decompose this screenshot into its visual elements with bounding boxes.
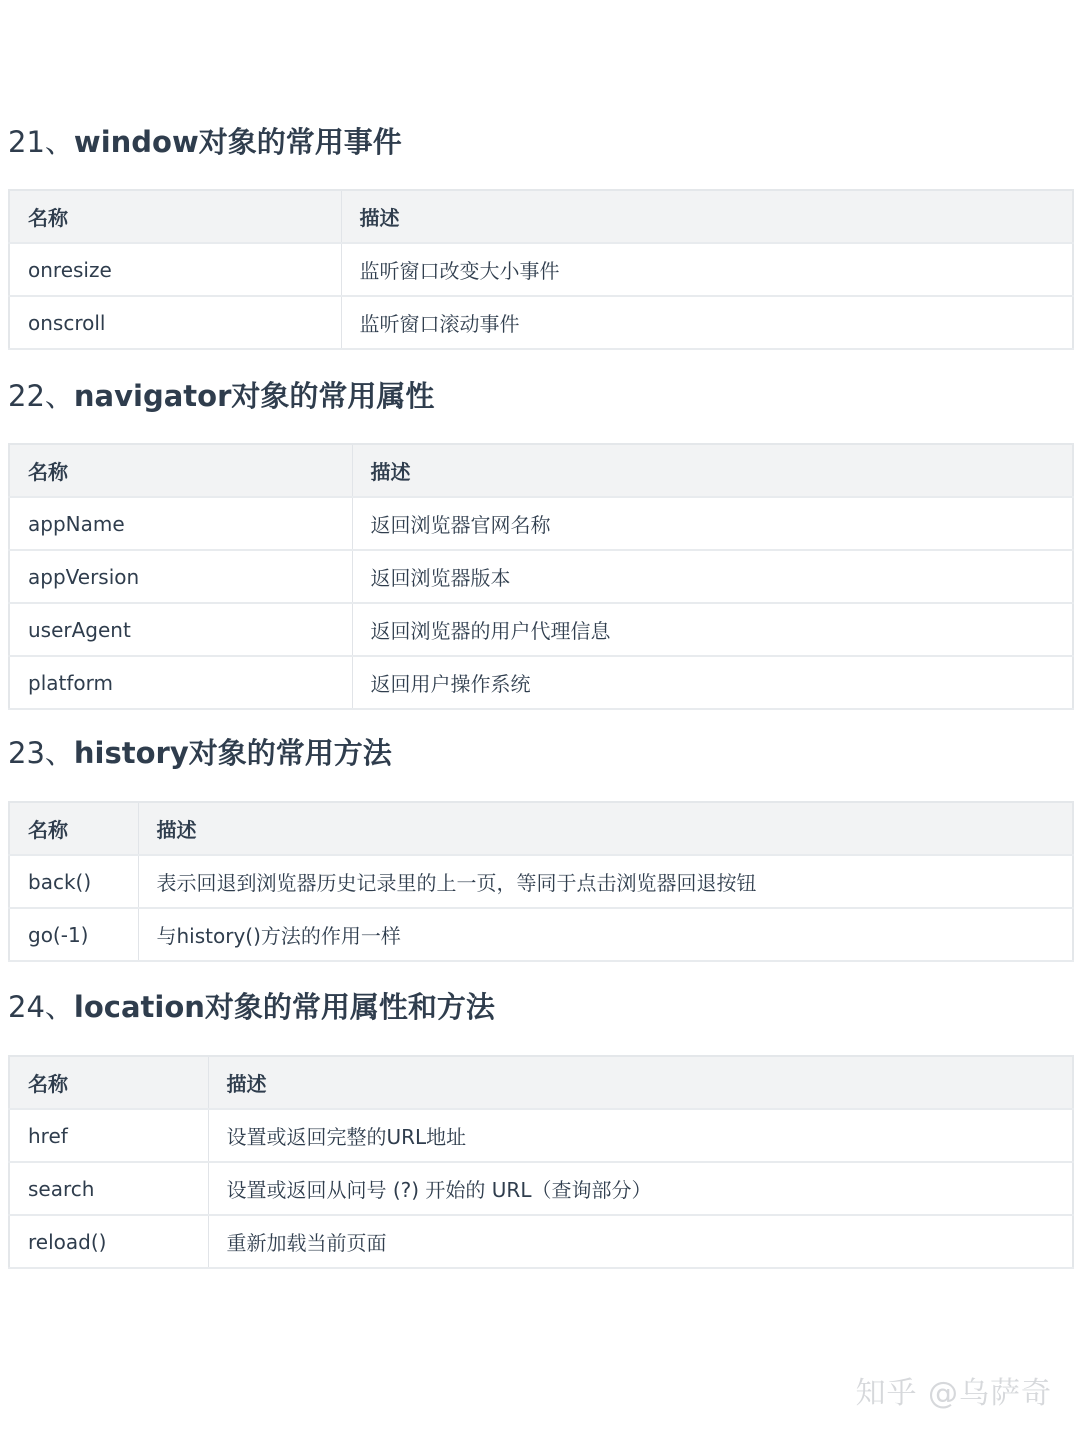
table-header-row [9, 190, 1073, 243]
table-row [9, 908, 1073, 961]
table-header-row [9, 444, 1073, 497]
section-23 [8, 733, 392, 773]
table-row [9, 656, 1073, 709]
section-heading [8, 987, 495, 1027]
section-24 [8, 987, 495, 1027]
header-description: 描述 [341, 190, 1073, 243]
section-22 [8, 376, 434, 416]
table-row [9, 855, 1073, 908]
table-header-row [9, 1056, 1073, 1109]
table-window-events [8, 189, 1074, 350]
cell-description: 监听窗口滚动事件 [341, 296, 1073, 349]
cell-name: userAgent [9, 603, 352, 656]
table-navigator-properties [8, 443, 1074, 710]
table-header-row [9, 802, 1073, 855]
cell-description: 与history()方法的作用一样 [138, 908, 1073, 961]
cell-description: 监听窗口改变大小事件 [341, 243, 1073, 296]
section-heading [8, 376, 434, 416]
section-heading [8, 122, 402, 162]
table-row [9, 603, 1073, 656]
cell-description: 返回浏览器版本 [352, 550, 1073, 603]
header-description: 描述 [138, 802, 1073, 855]
header-name: 名称 [9, 190, 341, 243]
cell-description: 返回浏览器官网名称 [352, 497, 1073, 550]
section-title-text: window对象的常用事件 [73, 125, 402, 159]
cell-name: appName [9, 497, 352, 550]
cell-name: appVersion [9, 550, 352, 603]
cell-description: 设置或返回完整的URL地址 [208, 1109, 1073, 1162]
cell-description: 返回浏览器的用户代理信息 [352, 603, 1073, 656]
header-description: 描述 [208, 1056, 1073, 1109]
table-history-methods [8, 801, 1074, 962]
section-title-text: location对象的常用属性和方法 [73, 990, 495, 1024]
cell-description: 返回用户操作系统 [352, 656, 1073, 709]
cell-description: 表示回退到浏览器历史记录里的上一页，等同于点击浏览器回退按钮 [138, 855, 1073, 908]
table-row [9, 497, 1073, 550]
cell-name: onscroll [9, 296, 341, 349]
section-title-text: history对象的常用方法 [73, 736, 392, 770]
cell-name: href [9, 1109, 208, 1162]
table-row [9, 296, 1073, 349]
section-title-text: navigator对象的常用属性 [73, 379, 435, 413]
section-number: 24、 [8, 990, 74, 1024]
section-number: 21、 [8, 125, 74, 159]
cell-name: search [9, 1162, 208, 1215]
cell-name: go(-1) [9, 908, 138, 961]
header-name: 名称 [9, 802, 138, 855]
section-number: 23、 [8, 736, 74, 770]
table-row [9, 1162, 1073, 1215]
table-row [9, 550, 1073, 603]
header-description: 描述 [352, 444, 1073, 497]
cell-name: back() [9, 855, 138, 908]
table-location-members [8, 1055, 1074, 1269]
header-name: 名称 [9, 444, 352, 497]
cell-name: onresize [9, 243, 341, 296]
header-name: 名称 [9, 1056, 208, 1109]
table-row [9, 1109, 1073, 1162]
cell-description: 设置或返回从问号 (?) 开始的 URL（查询部分） [208, 1162, 1073, 1215]
table-row [9, 243, 1073, 296]
section-21 [8, 122, 402, 162]
section-number: 22、 [8, 379, 74, 413]
cell-description: 重新加载当前页面 [208, 1215, 1073, 1268]
cell-name: reload() [9, 1215, 208, 1268]
watermark: 知乎 @乌萨奇 [855, 1376, 1052, 1411]
section-heading [8, 733, 392, 773]
table-row [9, 1215, 1073, 1268]
cell-name: platform [9, 656, 352, 709]
